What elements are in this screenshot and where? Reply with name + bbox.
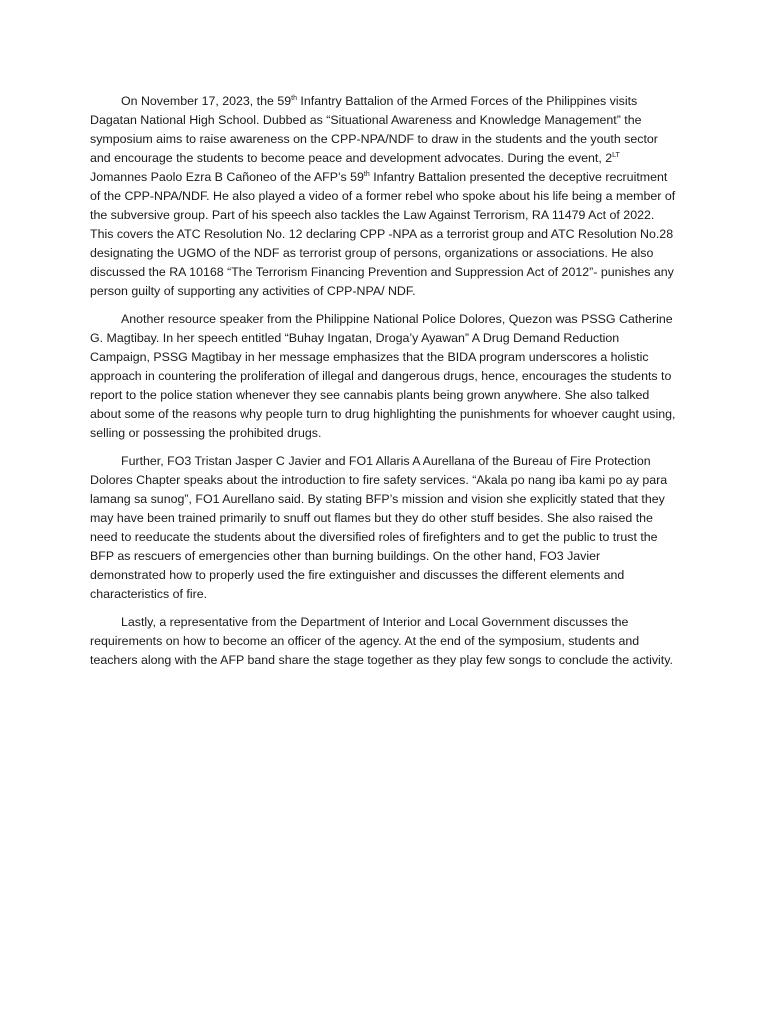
text-segment: Further, FO3 Tristan Jasper C Javier and FO1 Allaris A Aurellana of the Bureau of Fire Protection Dolores Chapter speaks about the introduction to fire safety services. “Akala po nang iba kami po ay para lamang sa sunog”, FO1 Aurellano said. By stating BFP’s mission and vision she explicitly stated that they may have been trained primarily to snuff out flames but they do other stuff besides. She also raised the need to reeducate the students about the diversified roles of firefighters and to get the public to trust the BFP as rescuers of emergencies other than burning buildings. On the other hand, FO3 Javier demonstrated how to properly used the fire extinguisher and discusses the different elements and characteristics of fire. (90, 454, 668, 601)
paragraph-2 (90, 310, 678, 443)
paragraph-1 (90, 92, 678, 301)
text-segment: Another resource speaker from the Philippine National Police Dolores, Quezon was PSSG Catherine G. Magtibay. In her speech entitled “Buhay Ingatan, Droga’y Ayawan” A Drug Demand Reduction Campaign, PSSG Magtibay in her message emphasizes that the BIDA program underscores a holistic approach in countering the proliferation of illegal and dangerous drugs, hence, encourages the students to report to the police station whenever they see cannabis plants being grown anywhere. She also talked about some of the reasons why people turn to drug highlighting the punishments for whoever caught using, selling or possessing the prohibited drugs. (90, 312, 676, 440)
paragraph-4 (90, 613, 678, 670)
superscript: th (363, 171, 370, 178)
text-segment: On November 17, 2023, the 59 (121, 94, 292, 108)
text-segment: Jomannes Paolo Ezra B Cañoneo of the AFP’s 59 (90, 170, 364, 184)
document-body (90, 92, 678, 679)
text-segment: Infantry Battalion presented the deceptive recruitment of the CPP-NPA/NDF. He also played a video of a former rebel who spoke about his life being a member of the subversive group. Part of his speech also tackles the Law Against Terrorism, RA 11479 Act of 2022. This covers the ATC Resolution No. 12 declaring CPP -NPA as a terrorist group and ATC Resolution No.28 designating the UGMO of the NDF as terrorist group of persons, organizations or associations. He also discussed the RA 10168 “The Terrorism Financing Prevention and Suppression Act of 2012”- punishes any person guilty of supporting any activities of CPP-NPA/ NDF. (90, 170, 676, 298)
superscript: LT (612, 152, 620, 159)
text-segment: Lastly, a representative from the Department of Interior and Local Government discusses the requirements on how to become an officer of the agency. At the end of the symposium, students and teachers along with the AFP band share the stage together as they play few songs to conclude the activity. (90, 615, 673, 667)
paragraph-3 (90, 452, 678, 604)
superscript: th (291, 95, 297, 102)
text-segment: Infantry Battalion of the Armed Forces of the Philippines visits Dagatan National High School. Dubbed as “Situational Awareness and Knowledge Management” the symposium aims to raise awareness on the CPP-NPA/NDF to draw in the students and the youth sector and encourage the students to become peace and development advocates. During the event, 2 (90, 94, 658, 165)
